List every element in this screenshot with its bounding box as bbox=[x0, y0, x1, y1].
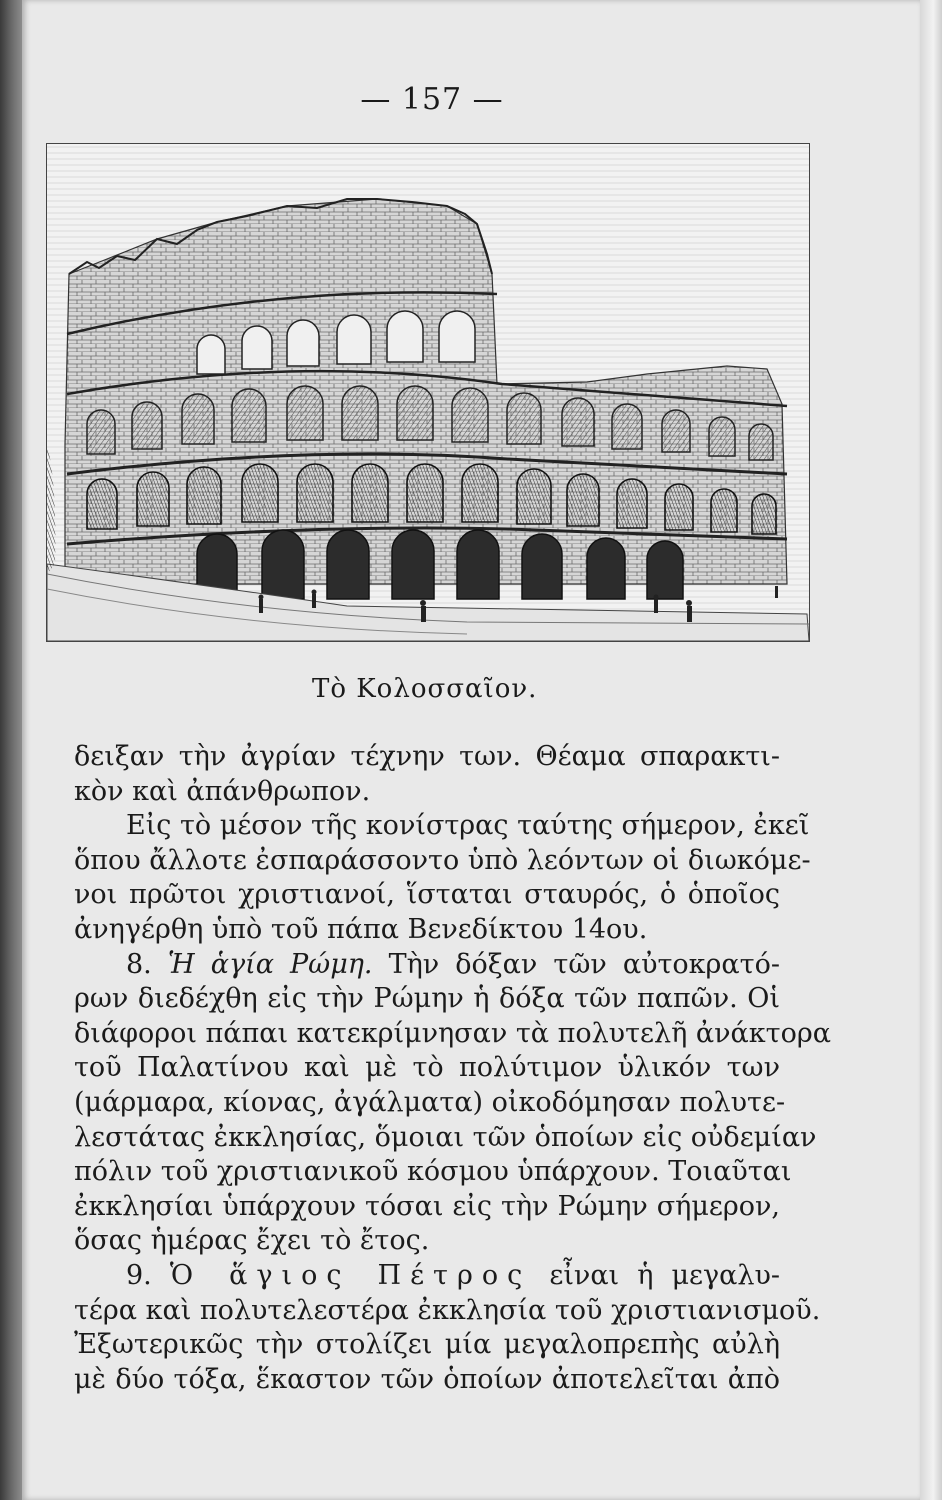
text-line: ὅπου ἄλλοτε ἐσπαράσσοντο ὑπὸ λεόντων οἱ διωκόμε- bbox=[74, 844, 811, 876]
text-line: ὅσας ἡμέρας ἔχει τὸ ἔτος. bbox=[74, 1225, 430, 1257]
text-line: δειξαν τὴν ἀγρίαν τέχνην των. Θέαμα σπαρακτι- bbox=[74, 741, 780, 772]
text-line: μὲ δύο τόξα, ἕκαστον τῶν ὁποίων ἀποτελεῖται ἀπὸ bbox=[74, 1363, 780, 1395]
section-number: 8. bbox=[126, 948, 152, 980]
text-line: ἀνηγέρθη ὑπὸ τοῦ πάπα Βενεδίκτου 14ου. bbox=[74, 913, 648, 945]
text-line: πόλιν τοῦ χριστιανικοῦ κόσμου ὑπάρχουν. Τοιαῦται bbox=[74, 1156, 792, 1188]
text-line: τοῦ Παλατίνου καὶ μὲ τὸ πολύτιμον ὑλικόν των bbox=[74, 1052, 780, 1084]
text-line: (μάρμαρα, κίονας, ἀγάλματα) οἰκοδόμησαν πολυτε- bbox=[74, 1086, 786, 1118]
colosseum-engraving bbox=[46, 143, 810, 642]
text-line: Ἐξωτερικῶς τὴν στολίζει μία μεγαλοπρεπὴς αὐλὴ bbox=[74, 1329, 780, 1361]
section-8-heading-line bbox=[74, 948, 780, 983]
text-line: διάφοροι πάπαι κατεκρίμνησαν τὰ πολυτελῆ ἀνάκτορα bbox=[74, 1017, 831, 1049]
section-heading: Ὁ ἅγιος Πέτρος bbox=[169, 1259, 532, 1291]
text-line: Εἰς τὸ μέσον τῆς κονίστρας ταύτης σήμερον, ἐκεῖ bbox=[126, 810, 810, 842]
section-number: 9. bbox=[126, 1259, 152, 1291]
book-page bbox=[22, 0, 920, 1500]
text-line: κὸν καὶ ἀπάνθρωπον. bbox=[74, 775, 371, 807]
page-number: — 157 — bbox=[360, 82, 504, 117]
figure-caption: Τὸ Κολοσσαῖον. bbox=[312, 674, 538, 704]
text-line: ρων διεδέχθη εἰς τὴν Ρώμην ἡ δόξα τῶν παπῶν. Οἱ bbox=[74, 983, 780, 1015]
text-fragment: εἶναι ἡ μεγαλυ- bbox=[549, 1259, 781, 1291]
section-heading: Ἡ ἁγία Ρώμη. bbox=[167, 948, 373, 980]
text-fragment: Τὴν δόξαν τῶν αὐτοκρατό- bbox=[388, 948, 780, 980]
body-text bbox=[74, 740, 831, 1397]
text-line: τέρα καὶ πολυτελεστέρα ἐκκλησία τοῦ χριστιανισμοῦ. bbox=[74, 1294, 821, 1326]
text-line: νοι πρῶτοι χριστιανοί, ἵσταται σταυρός, ὁ ὁποῖος bbox=[74, 879, 780, 911]
page-edge bbox=[920, 0, 942, 1500]
section-9-heading-line bbox=[74, 1259, 780, 1294]
text-line: λεστάτας ἐκκλησίας, ὅμοιαι τῶν ὁποίων εἰς οὐδεμίαν bbox=[74, 1121, 817, 1153]
text-line: ἐκκλησίαι ὑπάρχουν τόσαι εἰς τὴν Ρώμην σήμερον, bbox=[74, 1190, 780, 1222]
